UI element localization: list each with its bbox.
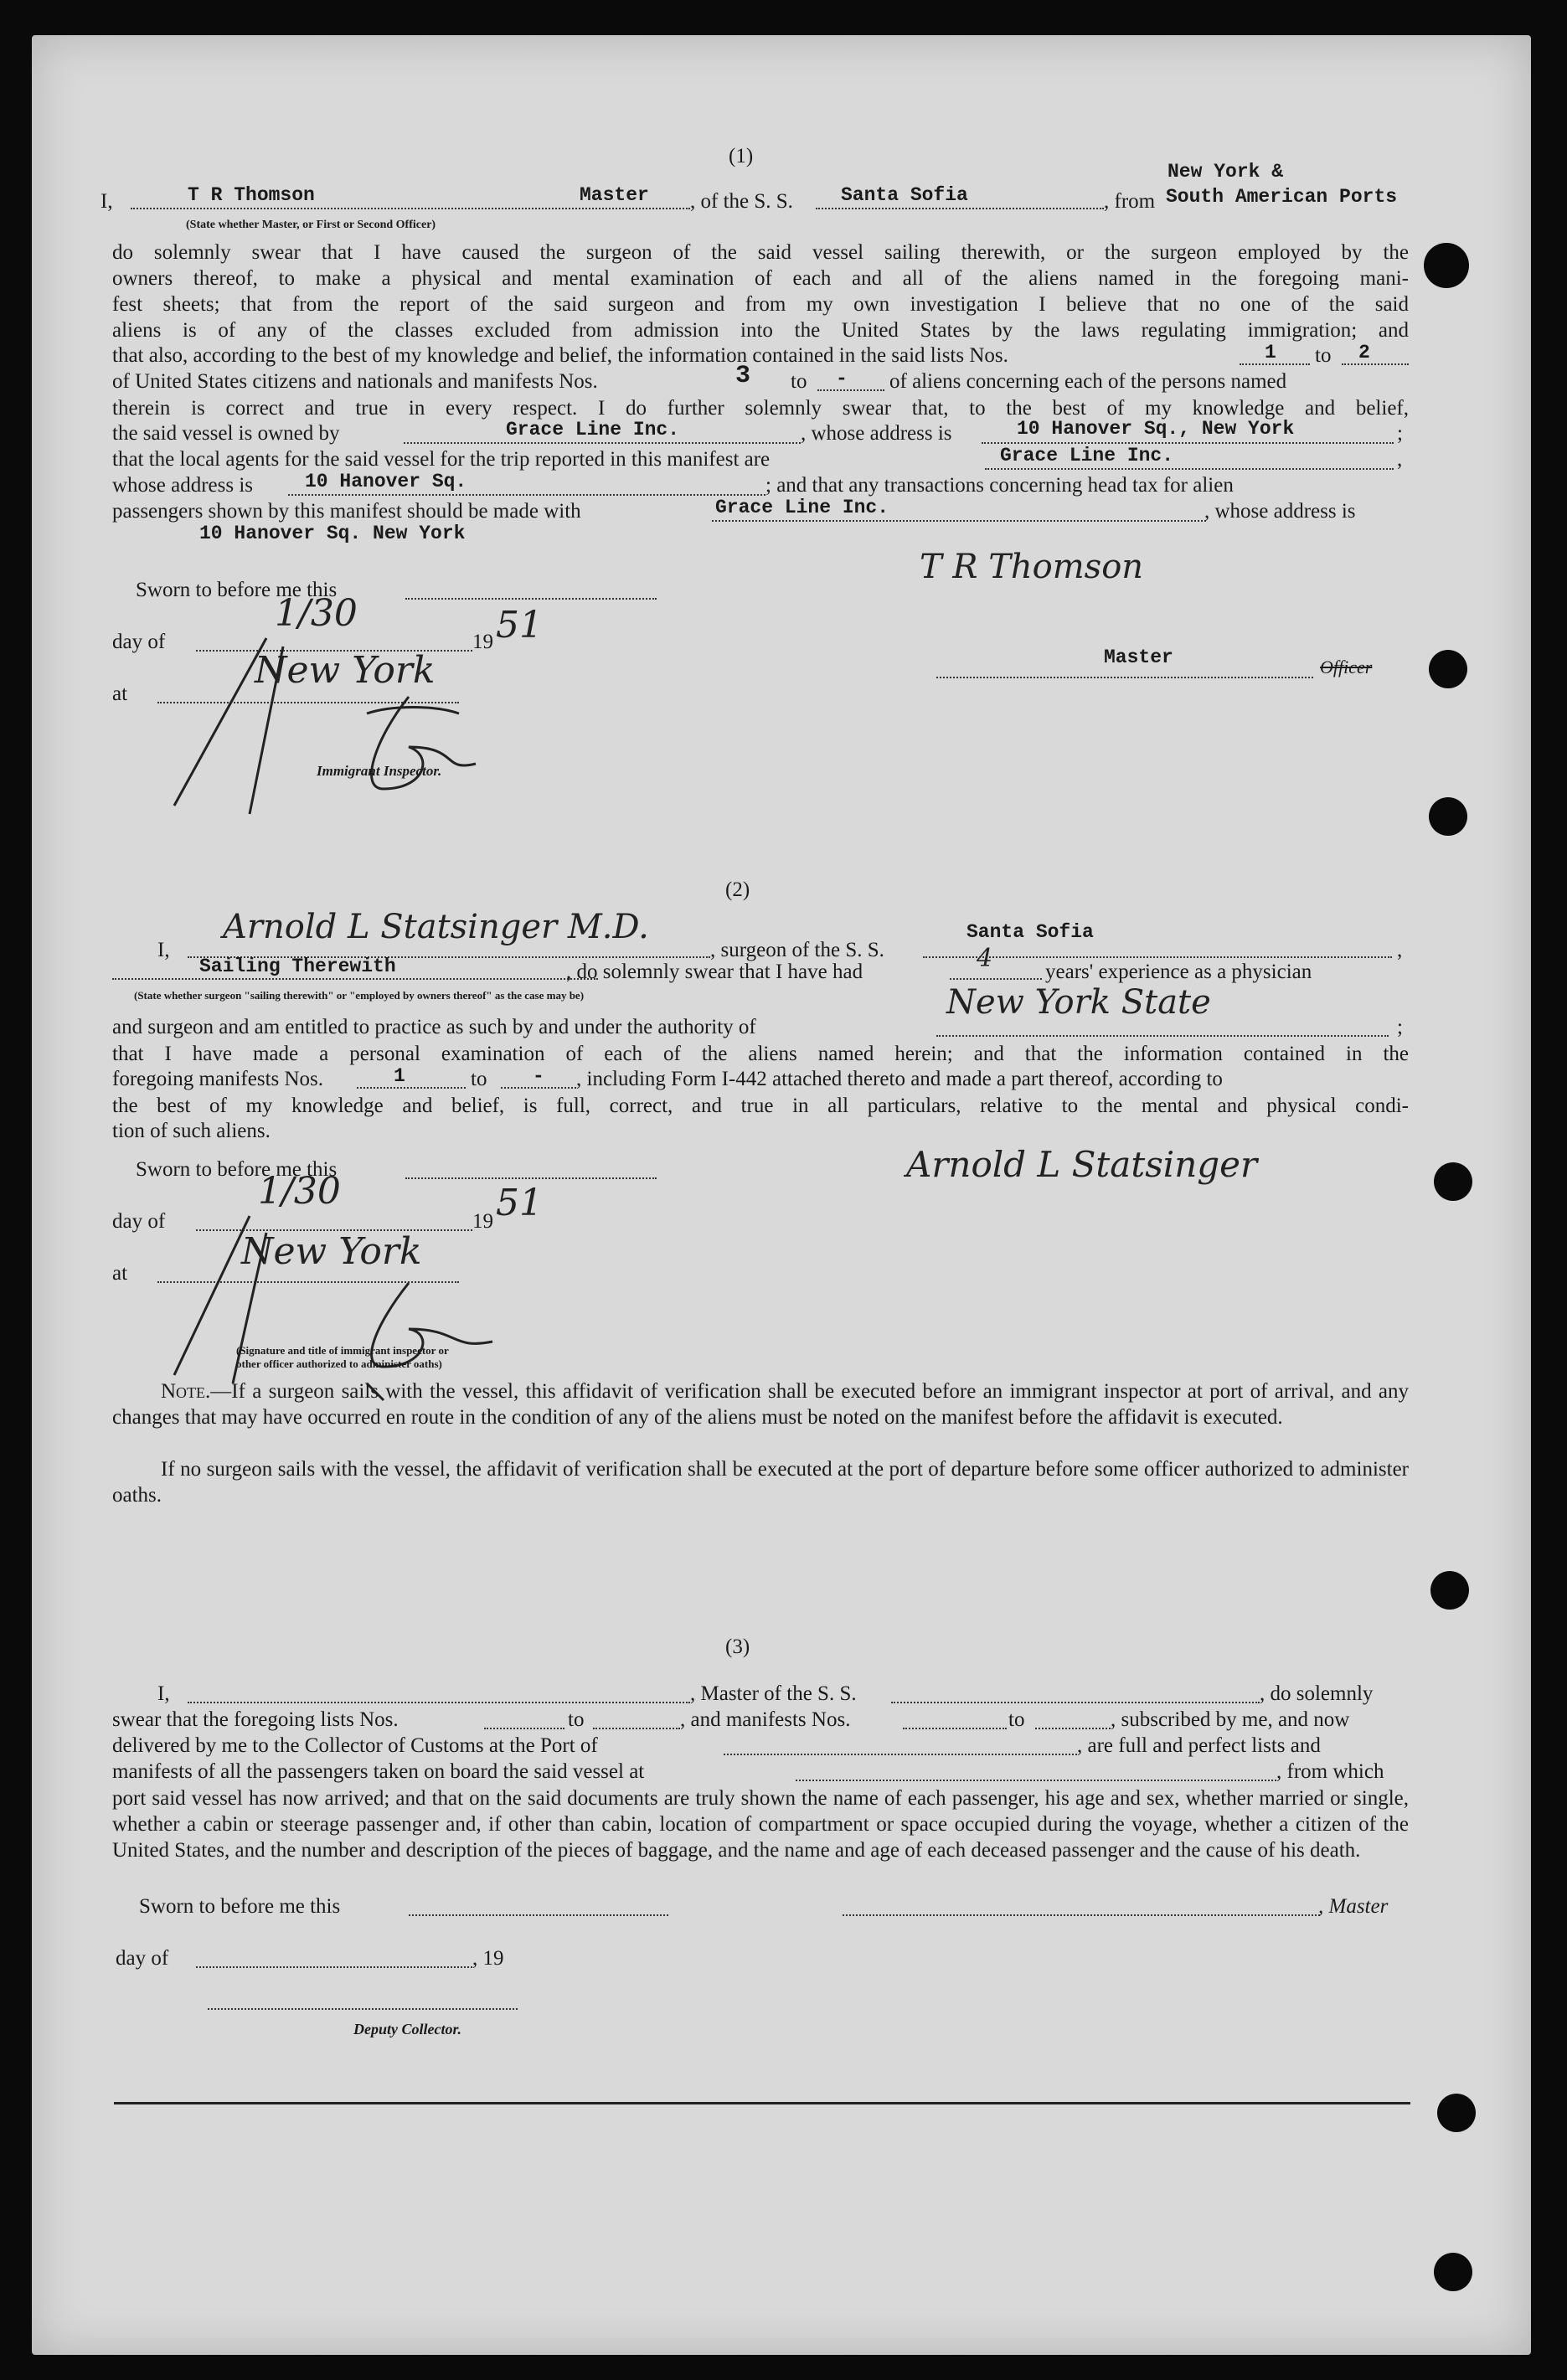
s1-tax-agent: Grace Line Inc. bbox=[715, 497, 889, 518]
punch-hole bbox=[1424, 243, 1469, 288]
s1-agent-line bbox=[985, 468, 1394, 470]
s3-man-from-line bbox=[903, 1728, 1007, 1729]
s2-date: 1/30 bbox=[258, 1170, 341, 1213]
s1-pass-pre: passengers shown by this manifest should be made with bbox=[112, 500, 581, 523]
s2-note-paragraph bbox=[112, 1378, 1409, 1430]
s1-to: to bbox=[1315, 344, 1332, 367]
s1-lists-to-line bbox=[1342, 363, 1409, 365]
s2-auth-pre: and surgeon and am entitled to practice as such by and under the authority of bbox=[112, 1016, 756, 1038]
s3-day-line bbox=[196, 1966, 472, 1968]
s1-para-line-4: aliens is of any of the classes excluded from admission into the United States by the laws regulating immigration; and bbox=[112, 319, 1409, 342]
s2-years: 4 bbox=[977, 944, 993, 973]
s2-line-3: that I have made a personal examination of each of the aliens named herein; and that the information contained in the bbox=[112, 1043, 1409, 1065]
s1-tax-addr: 10 Hanover Sq. New York bbox=[199, 523, 466, 544]
section-3-number: (3) bbox=[725, 1636, 750, 1658]
s3-and-man: , and manifests Nos. bbox=[680, 1708, 851, 1731]
s2-sailing: Sailing Therewith bbox=[199, 956, 396, 977]
s2-man-to: - bbox=[533, 1065, 544, 1087]
s1-vessel-line bbox=[816, 208, 1104, 209]
s3-delivered: delivered by me to the Collector of Customs at the Port of bbox=[112, 1734, 598, 1757]
s2-man-from: 1 bbox=[394, 1065, 405, 1087]
s2-years-line bbox=[950, 978, 1042, 980]
s3-man-to-line bbox=[1035, 1728, 1111, 1729]
s1-agents-pre: that the local agents for the said vessel for the trip reported in this manifest are bbox=[112, 448, 771, 471]
s3-body: port said vessel has now arrived; and that on the said documents are truly shown the name of each passenger, his age and sex, whether married or single, whether a cabin or steerage passenger and, if other than cabin, location of compartment or space occupied during the voyage, whether a citizen of the United States, and the number and description of the pieces of baggage, and the name and age of each deceased passenger and the cause of his death. bbox=[112, 1787, 1409, 1862]
s2-comma: , bbox=[1397, 939, 1403, 961]
s2-note-2: If no surgeon sails with the vessel, the affidavit of verification shall be executed at the port of departure before some officer authorized to administer oaths. bbox=[112, 1458, 1409, 1507]
s1-tax-text: ; and that any transactions concerning head tax for alien bbox=[765, 474, 1234, 497]
s2-swear: , do solemnly swear that I have had bbox=[566, 961, 863, 983]
s1-semi-1: ; bbox=[1397, 422, 1403, 445]
s1-inspector-signature bbox=[157, 621, 476, 831]
s1-at: at bbox=[112, 683, 128, 705]
s1-day-of: day of bbox=[112, 631, 166, 653]
s2-man-post: , including Form I-442 attached thereto and made a part thereof, according to bbox=[576, 1068, 1223, 1090]
s1-year: 51 bbox=[496, 604, 543, 647]
s3-i: I, bbox=[157, 1682, 170, 1705]
s3-sworn: Sworn to before me this bbox=[139, 1895, 341, 1918]
s1-rank-note: (State whether Master, or First or Second Officer) bbox=[186, 219, 436, 231]
punch-hole bbox=[1434, 2253, 1472, 2291]
s3-to-1: to bbox=[568, 1708, 585, 1731]
s1-man-to-label: to bbox=[791, 370, 807, 393]
s1-usc-pre: of United States citizens and nationals and manifests Nos. bbox=[112, 370, 598, 393]
punch-hole bbox=[1434, 1162, 1472, 1201]
s3-subscribed: , subscribed by me, and now bbox=[1111, 1708, 1350, 1731]
s1-whose-post: , whose address is bbox=[1204, 500, 1356, 523]
s3-nineteen: , 19 bbox=[472, 1947, 504, 1970]
s2-of-ss: , surgeon of the S. S. bbox=[710, 939, 884, 961]
s1-para-2: therein is correct and true in every respect. I do further solemnly swear that, to the best of my knowledge and belief, bbox=[112, 397, 1409, 420]
s1-nineteen: 19 bbox=[472, 631, 493, 653]
s1-rank: Master bbox=[580, 184, 649, 206]
s1-addr-pre: , whose address is bbox=[801, 422, 952, 445]
s1-usc-post: of aliens concerning each of the persons named bbox=[889, 370, 1287, 393]
s3-port-line bbox=[724, 1754, 1077, 1755]
punch-hole bbox=[1429, 797, 1467, 836]
s2-note: (State whether surgeon "sailing therewith" or "employed by owners thereof" as the case may be) bbox=[134, 989, 585, 1002]
s1-officer: Officer bbox=[1320, 657, 1373, 677]
s2-man-pre: foregoing manifests Nos. bbox=[112, 1068, 324, 1090]
s2-place: New York bbox=[241, 1230, 422, 1273]
s1-para-line-2: owners thereof, to make a physical and mental examination of each and all of the aliens named in the foregoing mani- bbox=[112, 267, 1409, 290]
s1-from: , from bbox=[1104, 190, 1156, 213]
s1-lists-from: 1 bbox=[1265, 342, 1276, 363]
s1-signer-rank: Master bbox=[1104, 647, 1173, 668]
s3-do-sol: , do solemnly bbox=[1260, 1682, 1374, 1705]
s1-man-to-line bbox=[817, 389, 884, 391]
s2-exp: years' experience as a physician bbox=[1045, 961, 1312, 983]
s3-collector-line bbox=[208, 2008, 518, 2010]
s1-para-line-1: do solemnly swear that I have caused the surgeon of the said vessel sailing therewith, or the surgeon employed by the bbox=[112, 241, 1409, 264]
punch-hole bbox=[1437, 2094, 1476, 2132]
s1-lists-to: 2 bbox=[1358, 342, 1370, 363]
s1-sworn: Sworn to before me this bbox=[136, 579, 338, 601]
s2-sig-note-2: other officer authorized to administer oaths) bbox=[236, 1357, 442, 1370]
bottom-rule bbox=[114, 2102, 1410, 2104]
s2-note-text: —If a surgeon sails with the vessel, this affidavit of verification shall be executed before an immigrant inspector at port of arrival, and any changes that may have occurred en route in the condition of any of the aliens must be noted on the manifest before the affidavit is executed. bbox=[112, 1380, 1409, 1429]
s2-to: to bbox=[471, 1068, 487, 1090]
s2-line-5: the best of my knowledge and belief, is full, correct, and true in all particulars, relative to the mental and physical condi- bbox=[112, 1095, 1409, 1117]
section-2-number: (2) bbox=[725, 878, 750, 901]
s3-full: , are full and perfect lists and bbox=[1077, 1734, 1321, 1757]
s1-owner-addr: 10 Hanover Sq., New York bbox=[1017, 418, 1295, 440]
s1-owned-pre: the said vessel is owned by bbox=[112, 422, 340, 445]
s2-i: I, bbox=[157, 939, 170, 961]
s2-surgeon: Arnold L Statsinger M.D. bbox=[223, 908, 649, 946]
s3-swear-lists: swear that the foregoing lists Nos. bbox=[112, 1708, 399, 1731]
s2-vessel: Santa Sofia bbox=[966, 921, 1094, 943]
s1-comma: , bbox=[1397, 448, 1403, 471]
s2-sworn: Sworn to before me this bbox=[136, 1158, 338, 1181]
s1-i: I, bbox=[101, 190, 113, 213]
s2-year: 51 bbox=[496, 1182, 543, 1224]
punch-hole bbox=[1430, 1571, 1469, 1610]
s1-whose-pre: whose address is bbox=[112, 474, 254, 497]
s2-surgeon-signature: Arnold L Statsinger bbox=[906, 1144, 1258, 1185]
s1-agent: Grace Line Inc. bbox=[1000, 445, 1174, 466]
s1-date: 1/30 bbox=[275, 592, 358, 635]
s3-master-of: , Master of the S. S. bbox=[690, 1682, 857, 1705]
s2-nineteen: 19 bbox=[472, 1210, 493, 1233]
s1-master-name: T R Thomson bbox=[188, 184, 315, 206]
s1-man-from: 3 bbox=[735, 362, 751, 390]
s1-port-2: South American Ports bbox=[1166, 186, 1398, 208]
s1-owner-line bbox=[404, 442, 801, 444]
s1-para-line-3: fest sheets; that from the report of the said surgeon and from my own investigation I believe that no one of the said bbox=[112, 293, 1409, 316]
s3-lists-to-line bbox=[593, 1728, 680, 1729]
s2-sig-note-1: (Signature and title of immigrant inspector or bbox=[236, 1344, 449, 1357]
s3-to-2: to bbox=[1008, 1708, 1025, 1731]
s1-name-line bbox=[131, 208, 690, 209]
s3-master: , Master bbox=[1318, 1895, 1389, 1918]
s2-sworn-line bbox=[405, 1177, 657, 1179]
s1-owner: Grace Line Inc. bbox=[506, 419, 680, 440]
s2-authority: New York State bbox=[946, 983, 1211, 1022]
s3-lists-from-line bbox=[484, 1728, 564, 1729]
s3-collector: Deputy Collector. bbox=[353, 2021, 461, 2037]
s3-vessel-line bbox=[891, 1702, 1260, 1703]
s2-line-6: tion of such aliens. bbox=[112, 1120, 271, 1142]
s3-day-of: day of bbox=[116, 1947, 169, 1970]
s1-vessel: Santa Sofia bbox=[841, 184, 968, 206]
s2-man-from-line bbox=[357, 1087, 466, 1089]
s3-manifests: manifests of all the passengers taken on board the said vessel at bbox=[112, 1760, 645, 1783]
s2-note-label: Note. bbox=[161, 1380, 211, 1403]
s3-board-line bbox=[796, 1780, 1276, 1781]
s2-vessel-line bbox=[923, 956, 1392, 958]
s3-sworn-line bbox=[409, 1914, 668, 1916]
s1-tax-agent-line bbox=[712, 520, 1206, 522]
s1-signer-line bbox=[936, 677, 1313, 678]
s3-name-line bbox=[188, 1702, 690, 1703]
s1-place: New York bbox=[255, 649, 436, 692]
s1-para-line-5: that also, according to the best of my knowledge and belief, the information contained in the said lists Nos. bbox=[112, 344, 1008, 367]
punch-hole bbox=[1429, 650, 1467, 688]
s3-from-which: , from which bbox=[1276, 1760, 1384, 1783]
manifest-affidavit-page bbox=[32, 35, 1531, 2355]
section-1-number: (1) bbox=[729, 145, 754, 167]
s1-master-signature: T R Thomson bbox=[920, 548, 1144, 586]
s1-agent-addr-line bbox=[288, 494, 765, 496]
s1-sworn-line bbox=[405, 598, 657, 600]
s1-of-ss: , of the S. S. bbox=[690, 190, 793, 213]
s2-authority-line bbox=[936, 1035, 1389, 1037]
s2-at: at bbox=[112, 1262, 128, 1285]
s3-master-line bbox=[843, 1914, 1320, 1916]
s1-agent-addr: 10 Hanover Sq. bbox=[305, 471, 467, 492]
s1-man-to: - bbox=[836, 368, 848, 389]
s1-port-1: New York & bbox=[1168, 161, 1284, 183]
s1-inspector-caption: Immigrant Inspector. bbox=[317, 763, 442, 779]
s2-semi: ; bbox=[1397, 1016, 1403, 1038]
s2-day-of: day of bbox=[112, 1210, 166, 1233]
